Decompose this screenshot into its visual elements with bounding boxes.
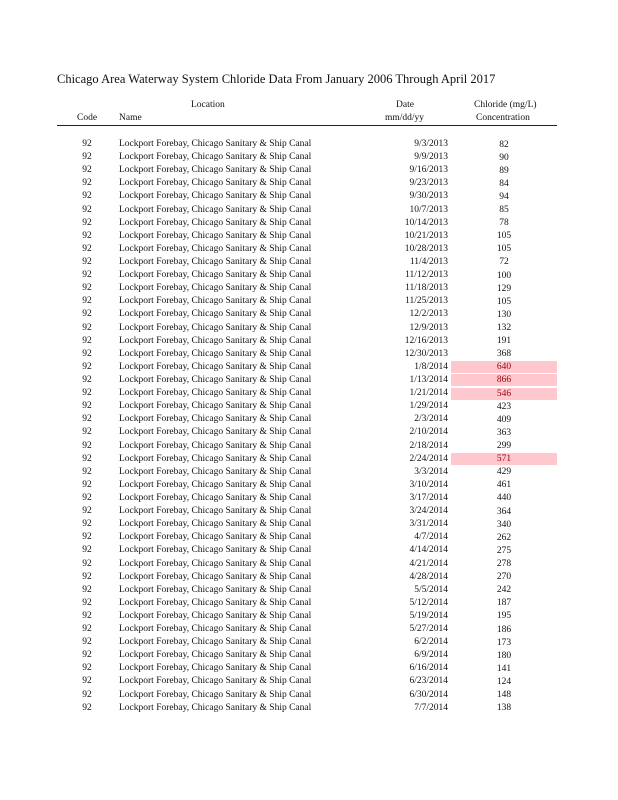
date-cell: 3/17/2014 <box>409 492 448 503</box>
chloride-value-cell: 429 <box>496 467 512 478</box>
chloride-value-cell: 124 <box>496 676 512 687</box>
date-cell: 5/19/2014 <box>409 610 448 621</box>
location-name-cell: Lockport Forebay, Chicago Sanitary & Ship Canal <box>119 637 312 648</box>
date-cell: 6/23/2014 <box>409 676 448 687</box>
location-name-cell: Lockport Forebay, Chicago Sanitary & Ship Canal <box>119 178 312 189</box>
location-name-cell: Lockport Forebay, Chicago Sanitary & Ship Canal <box>119 571 312 582</box>
location-name-cell: Lockport Forebay, Chicago Sanitary & Ship Canal <box>119 165 312 176</box>
code-cell: 92 <box>82 676 92 687</box>
document-title: Chicago Area Waterway System Chloride Data From January 2006 Through April 2017 <box>57 72 496 86</box>
table-row <box>0 413 618 426</box>
location-name-cell: Lockport Forebay, Chicago Sanitary & Ship Canal <box>119 309 312 320</box>
table-row <box>0 479 618 492</box>
location-name-cell: Lockport Forebay, Chicago Sanitary & Ship Canal <box>119 610 312 621</box>
chloride-value-cell: 364 <box>496 506 512 517</box>
location-name-cell: Lockport Forebay, Chicago Sanitary & Ship Canal <box>119 322 312 333</box>
table-row <box>0 151 618 164</box>
chloride-value-cell: 363 <box>496 427 512 438</box>
code-cell: 92 <box>82 453 92 464</box>
code-cell: 92 <box>82 388 92 399</box>
location-name-cell: Lockport Forebay, Chicago Sanitary & Ship Canal <box>119 519 312 530</box>
code-cell: 92 <box>82 650 92 661</box>
chloride-value-cell: 187 <box>496 598 512 609</box>
date-cell: 3/31/2014 <box>409 519 448 530</box>
table-row <box>0 558 618 571</box>
chloride-value-cell: 571 <box>451 453 557 465</box>
location-name-cell: Lockport Forebay, Chicago Sanitary & Ship Canal <box>119 401 312 412</box>
code-cell: 92 <box>82 624 92 635</box>
table-row <box>0 374 618 387</box>
header-date: Date <box>396 100 414 110</box>
chloride-value-cell: 141 <box>496 663 512 674</box>
code-cell: 92 <box>82 296 92 307</box>
date-cell: 3/10/2014 <box>409 479 448 490</box>
date-cell: 4/7/2014 <box>414 532 448 543</box>
table-row <box>0 204 618 217</box>
table-row <box>0 649 618 662</box>
table-row <box>0 518 618 531</box>
date-cell: 12/30/2013 <box>404 348 448 359</box>
chloride-value-cell: 640 <box>451 361 557 373</box>
table-row <box>0 453 618 466</box>
chloride-value-cell: 866 <box>451 374 557 386</box>
date-cell: 10/7/2013 <box>409 204 448 215</box>
date-cell: 11/4/2013 <box>409 256 448 267</box>
table-row <box>0 256 618 269</box>
location-name-cell: Lockport Forebay, Chicago Sanitary & Ship Canal <box>119 479 312 490</box>
date-cell: 6/30/2014 <box>409 689 448 700</box>
chloride-value-cell: 440 <box>496 493 512 504</box>
location-name-cell: Lockport Forebay, Chicago Sanitary & Ship Canal <box>119 440 312 451</box>
date-cell: 12/9/2013 <box>409 322 448 333</box>
chloride-value-cell: 72 <box>499 257 509 268</box>
header-date-format: mm/dd/yy <box>385 113 425 123</box>
code-cell: 92 <box>82 283 92 294</box>
chloride-value-cell: 84 <box>499 178 509 189</box>
table-row <box>0 217 618 230</box>
table-row <box>0 243 618 256</box>
code-cell: 92 <box>82 558 92 569</box>
date-cell: 9/3/2013 <box>414 139 448 149</box>
location-name-cell: Lockport Forebay, Chicago Sanitary & Ship Canal <box>119 243 312 254</box>
chloride-value-cell: 368 <box>496 349 512 360</box>
table-row <box>0 675 618 688</box>
table-row <box>0 335 618 348</box>
code-cell: 92 <box>82 637 92 648</box>
date-cell: 9/9/2013 <box>414 152 448 163</box>
date-cell: 11/12/2013 <box>405 270 448 281</box>
chloride-value-cell: 132 <box>496 323 512 334</box>
chloride-value-cell: 78 <box>499 218 509 229</box>
code-cell: 92 <box>82 243 92 254</box>
chloride-value-cell: 180 <box>496 650 512 661</box>
location-name-cell: Lockport Forebay, Chicago Sanitary & Ship Canal <box>119 702 312 713</box>
code-cell: 92 <box>82 401 92 412</box>
location-name-cell: Lockport Forebay, Chicago Sanitary & Ship Canal <box>119 453 312 464</box>
location-name-cell: Lockport Forebay, Chicago Sanitary & Ship Canal <box>119 204 312 215</box>
location-name-cell: Lockport Forebay, Chicago Sanitary & Ship Canal <box>119 270 312 281</box>
chloride-value-cell: 90 <box>499 152 509 163</box>
code-cell: 92 <box>82 571 92 582</box>
code-cell: 92 <box>82 545 92 556</box>
chloride-value-cell: 94 <box>499 191 509 202</box>
chloride-value-cell: 148 <box>496 690 512 701</box>
date-cell: 3/24/2014 <box>409 506 448 517</box>
chloride-value-cell: 89 <box>499 165 509 176</box>
date-cell: 1/13/2014 <box>409 374 448 385</box>
code-cell: 92 <box>82 492 92 503</box>
header-concentration: Concentration <box>476 113 530 123</box>
table-row <box>0 636 618 649</box>
chloride-value-cell: 275 <box>496 545 512 556</box>
code-cell: 92 <box>82 165 92 176</box>
table-row <box>0 440 618 453</box>
date-cell: 5/5/2014 <box>414 584 448 595</box>
code-cell: 92 <box>82 466 92 477</box>
header-location: Location <box>191 100 225 110</box>
table-row <box>0 230 618 243</box>
date-cell: 9/23/2013 <box>409 178 448 189</box>
location-name-cell: Lockport Forebay, Chicago Sanitary & Ship Canal <box>119 545 312 556</box>
date-cell: 6/2/2014 <box>414 637 448 648</box>
code-cell: 92 <box>82 479 92 490</box>
location-name-cell: Lockport Forebay, Chicago Sanitary & Ship Canal <box>119 283 312 294</box>
chloride-value-cell: 138 <box>496 703 512 714</box>
chloride-value-cell: 173 <box>496 637 512 648</box>
table-row <box>0 571 618 584</box>
chloride-value-cell: 262 <box>496 532 512 543</box>
date-cell: 9/30/2013 <box>409 191 448 202</box>
code-cell: 92 <box>82 374 92 385</box>
date-cell: 9/16/2013 <box>409 165 448 176</box>
table-row <box>0 348 618 361</box>
chloride-value-cell: 186 <box>496 624 512 635</box>
location-name-cell: Lockport Forebay, Chicago Sanitary & Ship Canal <box>119 624 312 635</box>
code-cell: 92 <box>82 532 92 543</box>
date-cell: 5/27/2014 <box>409 624 448 635</box>
code-cell: 92 <box>82 348 92 359</box>
location-name-cell: Lockport Forebay, Chicago Sanitary & Ship Canal <box>119 427 312 438</box>
header-name: Name <box>119 113 142 123</box>
date-cell: 2/3/2014 <box>414 414 448 425</box>
table-row <box>0 308 618 321</box>
table-row <box>0 662 618 675</box>
date-cell: 3/3/2014 <box>414 466 448 477</box>
location-name-cell: Lockport Forebay, Chicago Sanitary & Ship Canal <box>119 139 312 149</box>
date-cell: 1/8/2014 <box>414 361 448 372</box>
date-cell: 11/25/2013 <box>405 296 448 307</box>
table-row <box>0 400 618 413</box>
date-cell: 6/9/2014 <box>414 650 448 661</box>
location-name-cell: Lockport Forebay, Chicago Sanitary & Ship Canal <box>119 230 312 241</box>
chloride-value-cell: 191 <box>496 336 512 347</box>
table-row <box>0 282 618 295</box>
date-cell: 11/18/2013 <box>405 283 448 294</box>
table-row <box>0 610 618 623</box>
location-name-cell: Lockport Forebay, Chicago Sanitary & Ship Canal <box>119 374 312 385</box>
table-row <box>0 426 618 439</box>
chloride-value-cell: 195 <box>496 611 512 622</box>
chloride-value-cell: 409 <box>496 414 512 425</box>
code-cell: 92 <box>82 597 92 608</box>
table-row <box>0 164 618 177</box>
table-row <box>0 492 618 505</box>
date-cell: 10/21/2013 <box>404 230 448 241</box>
header-rule <box>57 125 557 126</box>
header-code: Code <box>77 113 98 123</box>
date-cell: 12/16/2013 <box>404 335 448 346</box>
code-cell: 92 <box>82 584 92 595</box>
date-cell: 10/28/2013 <box>404 243 448 254</box>
table-row <box>0 531 618 544</box>
date-cell: 2/24/2014 <box>409 453 448 464</box>
chloride-value-cell: 105 <box>496 296 512 307</box>
location-name-cell: Lockport Forebay, Chicago Sanitary & Ship Canal <box>119 597 312 608</box>
header-chloride: Chloride (mg/L) <box>474 100 537 110</box>
table-row <box>0 190 618 203</box>
location-name-cell: Lockport Forebay, Chicago Sanitary & Ship Canal <box>119 388 312 399</box>
location-name-cell: Lockport Forebay, Chicago Sanitary & Ship Canal <box>119 492 312 503</box>
table-row <box>0 361 618 374</box>
table-row <box>0 597 618 610</box>
location-name-cell: Lockport Forebay, Chicago Sanitary & Ship Canal <box>119 584 312 595</box>
code-cell: 92 <box>82 440 92 451</box>
chloride-value-cell: 129 <box>496 283 512 294</box>
location-name-cell: Lockport Forebay, Chicago Sanitary & Ship Canal <box>119 532 312 543</box>
location-name-cell: Lockport Forebay, Chicago Sanitary & Ship Canal <box>119 689 312 700</box>
location-name-cell: Lockport Forebay, Chicago Sanitary & Ship Canal <box>119 256 312 267</box>
table-row <box>0 702 618 715</box>
chloride-value-cell: 242 <box>496 585 512 596</box>
chloride-value-cell: 299 <box>496 441 512 452</box>
code-cell: 92 <box>82 191 92 202</box>
table-row <box>0 544 618 557</box>
code-cell: 92 <box>82 256 92 267</box>
location-name-cell: Lockport Forebay, Chicago Sanitary & Ship Canal <box>119 414 312 425</box>
code-cell: 92 <box>82 230 92 241</box>
location-name-cell: Lockport Forebay, Chicago Sanitary & Ship Canal <box>119 663 312 674</box>
data-table-body <box>0 138 618 715</box>
location-name-cell: Lockport Forebay, Chicago Sanitary & Ship Canal <box>119 506 312 517</box>
chloride-value-cell: 278 <box>496 559 512 569</box>
location-name-cell: Lockport Forebay, Chicago Sanitary & Ship Canal <box>119 296 312 307</box>
table-row <box>0 269 618 282</box>
chloride-value-cell: 340 <box>496 519 512 530</box>
code-cell: 92 <box>82 309 92 320</box>
code-cell: 92 <box>82 322 92 333</box>
code-cell: 92 <box>82 702 92 713</box>
chloride-value-cell: 546 <box>451 388 557 400</box>
date-cell: 4/21/2014 <box>409 558 448 569</box>
location-name-cell: Lockport Forebay, Chicago Sanitary & Ship Canal <box>119 191 312 202</box>
table-row <box>0 623 618 636</box>
location-name-cell: Lockport Forebay, Chicago Sanitary & Ship Canal <box>119 217 312 228</box>
date-cell: 2/18/2014 <box>409 440 448 451</box>
location-name-cell: Lockport Forebay, Chicago Sanitary & Ship Canal <box>119 558 312 569</box>
table-row <box>0 322 618 335</box>
date-cell: 6/16/2014 <box>409 663 448 674</box>
date-cell: 1/21/2014 <box>409 388 448 399</box>
date-cell: 1/29/2014 <box>409 401 448 412</box>
chloride-value-cell: 130 <box>496 309 512 320</box>
code-cell: 92 <box>82 689 92 700</box>
table-row <box>0 505 618 518</box>
chloride-value-cell: 82 <box>499 139 509 150</box>
location-name-cell: Lockport Forebay, Chicago Sanitary & Ship Canal <box>119 335 312 346</box>
table-row <box>0 689 618 702</box>
code-cell: 92 <box>82 427 92 438</box>
code-cell: 92 <box>82 152 92 163</box>
location-name-cell: Lockport Forebay, Chicago Sanitary & Ship Canal <box>119 348 312 359</box>
code-cell: 92 <box>82 139 92 149</box>
table-row <box>0 466 618 479</box>
code-cell: 92 <box>82 663 92 674</box>
table-row <box>0 387 618 400</box>
chloride-value-cell: 423 <box>496 401 512 412</box>
code-cell: 92 <box>82 178 92 189</box>
code-cell: 92 <box>82 414 92 425</box>
chloride-value-cell: 85 <box>499 205 509 216</box>
code-cell: 92 <box>82 335 92 346</box>
location-name-cell: Lockport Forebay, Chicago Sanitary & Ship Canal <box>119 466 312 477</box>
location-name-cell: Lockport Forebay, Chicago Sanitary & Ship Canal <box>119 152 312 163</box>
code-cell: 92 <box>82 217 92 228</box>
chloride-value-cell: 105 <box>496 231 512 242</box>
location-name-cell: Lockport Forebay, Chicago Sanitary & Ship Canal <box>119 676 312 687</box>
code-cell: 92 <box>82 204 92 215</box>
date-cell: 4/28/2014 <box>409 571 448 582</box>
table-row <box>0 295 618 308</box>
chloride-value-cell: 105 <box>496 244 512 255</box>
chloride-value-cell: 461 <box>496 480 512 491</box>
code-cell: 92 <box>82 506 92 517</box>
date-cell: 10/14/2013 <box>404 217 448 228</box>
location-name-cell: Lockport Forebay, Chicago Sanitary & Ship Canal <box>119 361 312 372</box>
date-cell: 4/14/2014 <box>409 545 448 556</box>
location-name-cell: Lockport Forebay, Chicago Sanitary & Ship Canal <box>119 650 312 661</box>
chloride-value-cell: 100 <box>496 270 512 281</box>
date-cell: 7/7/2014 <box>414 702 448 713</box>
code-cell: 92 <box>82 610 92 621</box>
code-cell: 92 <box>82 361 92 372</box>
table-row <box>0 138 618 151</box>
date-cell: 12/2/2013 <box>409 309 448 320</box>
table-row <box>0 177 618 190</box>
chloride-value-cell: 270 <box>496 572 512 583</box>
code-cell: 92 <box>82 519 92 530</box>
code-cell: 92 <box>82 270 92 281</box>
date-cell: 5/12/2014 <box>409 597 448 608</box>
table-row <box>0 584 618 597</box>
date-cell: 2/10/2014 <box>409 427 448 438</box>
